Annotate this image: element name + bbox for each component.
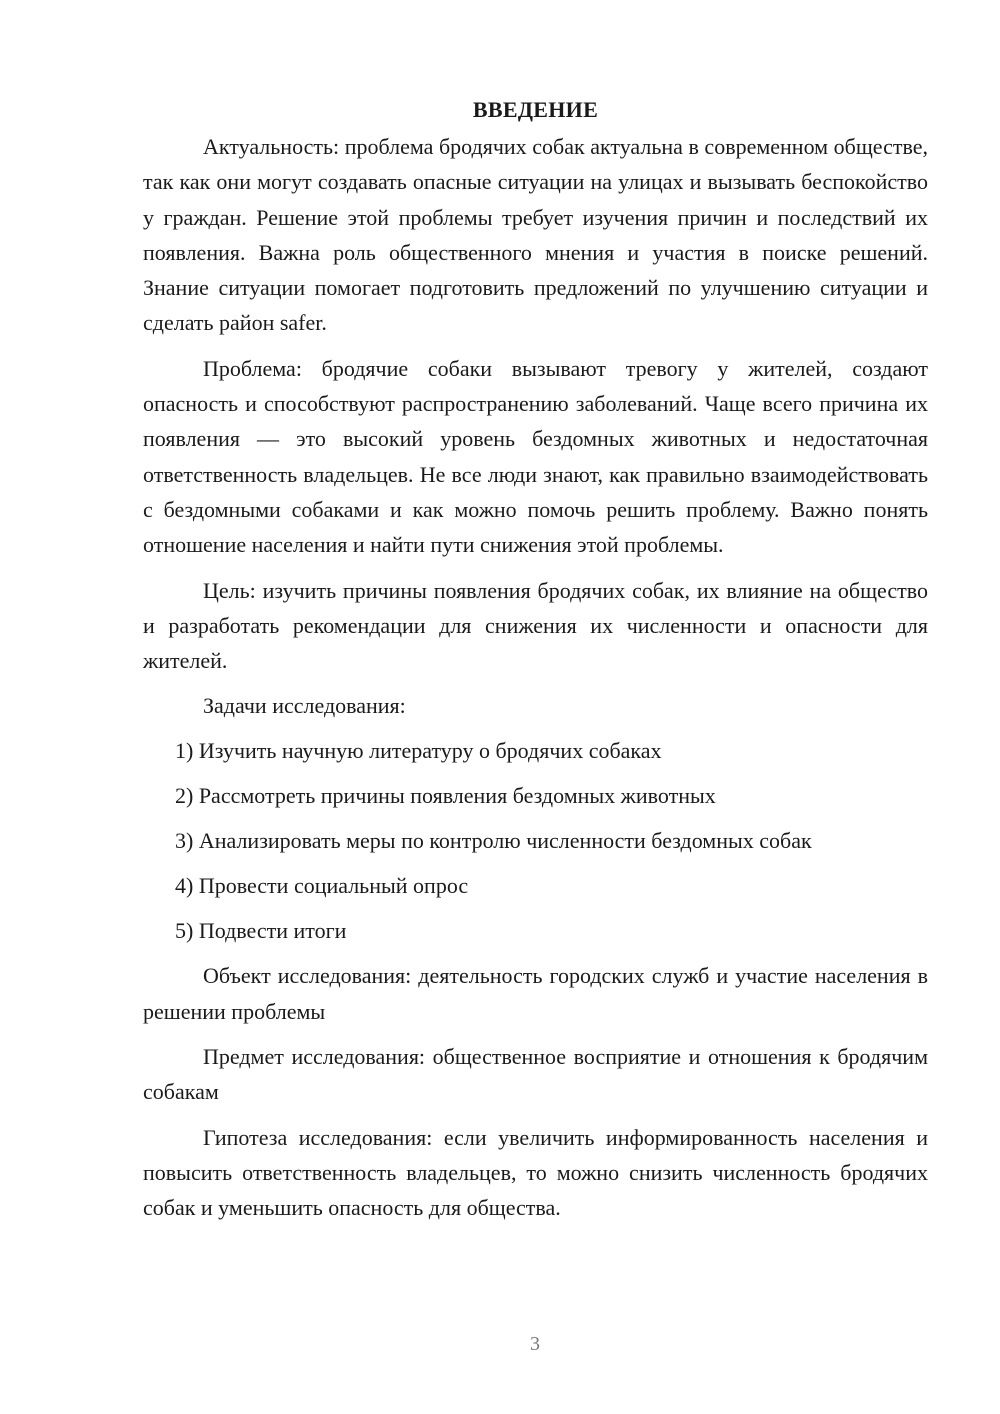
paragraph-relevance: Актуальность: проблема бродячих собак актуальна в современном обществе, так как они могут создавать опасные ситуации на улицах и вызывать беспокойство у граждан. Решение этой проблемы требует изучения причин и последствий их появления. Важна роль общественного мнения и участия в поиске решений. Знание ситуации помогает подготовить предложений по улучшению ситуации и сделать район safer. xyxy=(143,134,928,336)
paragraph-object: Объект исследования: деятельность городских служб и участие населения в решении проблемы xyxy=(143,963,928,1024)
paragraph-hypothesis: Гипотеза исследования: если увеличить информированность населения и повысить ответственность владельцев, то можно снизить численность бродячих собак и уменьшить опасность для общества. xyxy=(143,1124,928,1221)
task-item: 3) Анализировать меры по контролю численности бездомных собак xyxy=(175,828,812,854)
page-number: 3 xyxy=(530,1333,540,1355)
tasks-list xyxy=(143,733,928,948)
task-item: 1) Изучить научную литературу о бродячих собаках xyxy=(175,738,662,764)
paragraph-goal: Цель: изучить причины появления бродячих собак, их влияние на общество и разработать рекомендации для снижения их численности и опасности для жителей. xyxy=(143,577,928,674)
task-item: 4) Провести социальный опрос xyxy=(175,873,469,899)
page-content xyxy=(143,92,928,1236)
section-heading: ВВЕДЕНИЕ xyxy=(472,97,599,122)
paragraph-subject: Предмет исследования: общественное восприятие и отношения к бродячим собакам xyxy=(143,1044,928,1105)
task-item: 5) Подвести итоги xyxy=(175,918,347,944)
tasks-label: Задачи исследования: xyxy=(203,693,406,719)
task-item: 2) Рассмотреть причины появления бездомных животных xyxy=(175,783,716,809)
paragraph-problem: Проблема: бродячие собаки вызывают тревогу у жителей, создают опасность и способствуют распространению заболеваний. Чаще всего причина их появления — это высокий уровень бездомных животных и недостаточная ответственность владельцев. Не все люди знают, как правильно взаимодействовать с бездомными собаками и как можно помочь решить проблему. Важно понять отношение населения и найти пути снижения этой проблемы. xyxy=(143,355,928,558)
